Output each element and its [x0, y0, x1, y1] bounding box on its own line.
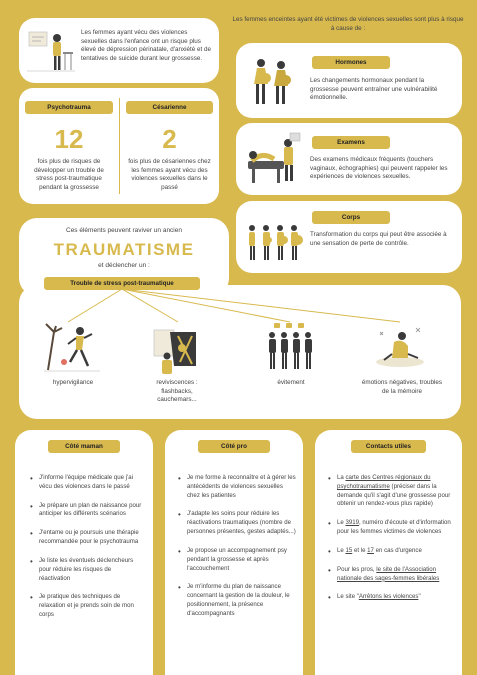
- list-item: • J'entame ou je poursuis une thérapie recommandée pour le psychotrauma: [30, 529, 142, 547]
- contact-item-centres: • La carte des Centres régionaux du psychotraumatisme (préciser dans la demande qu'il s'agit d'une grossesse pour obtenir un rendez-vous plus rapide): [328, 474, 454, 509]
- maman-list: [30, 474, 142, 630]
- contacts-list: [328, 474, 454, 612]
- symptom-reviviscences: reviviscences : flashbacks, cauchemars...: [156, 379, 198, 403]
- 15-link[interactable]: 15: [345, 546, 353, 554]
- contact-item-3919: • Le 3919, numéro d'écoute et d'information pour les femmes victimes de violences: [328, 519, 454, 537]
- stat-number: 12: [54, 124, 84, 154]
- flashback-icon: [152, 326, 202, 376]
- column-title: Côté pro: [198, 440, 270, 453]
- stat-text: fois plus de risques de développer un trouble de stress post-traumatique pendant la grossesse: [34, 158, 104, 191]
- group-icon: [264, 323, 316, 371]
- trauma-line1: Ces éléments peuvent raviver un ancien: [66, 227, 182, 234]
- symptom-emotions: émotions négatives, troubles de la mémoire: [361, 379, 443, 395]
- list-item: • Je me forme à reconnaître et à gérer les antécédents de violences sexuelles chez les patientes: [178, 474, 296, 500]
- cause-text: Les changements hormonaux pendant la grossesse peuvent entraîner une vulnérabilité émotionnelle.: [310, 77, 438, 101]
- centres-link[interactable]: carte des Centres régionaux du psychotraumatisme: [337, 474, 431, 490]
- 17-link[interactable]: 17: [367, 546, 374, 554]
- contact-item-urgence: • Le 15 et le 17 en cas d'urgence: [328, 547, 454, 556]
- arretons-link[interactable]: Arrêtons les violences: [358, 593, 419, 601]
- trauma-line2: et déclencher un :: [98, 262, 150, 269]
- cote-maman-card: [15, 430, 153, 675]
- stat-text: fois plus de césariennes chez les femmes ayant vécu des violences sexuelles dans le passé: [128, 158, 211, 191]
- sages-femmes-link[interactable]: le site de l'Association nationale des sages-femmes libérales: [337, 565, 440, 582]
- column-title: Contacts utiles: [351, 440, 426, 453]
- symptom-evitement: évitement: [277, 379, 305, 386]
- sad-woman-icon: [372, 324, 428, 370]
- list-item: • Je pratique des techniques de relaxation et je prends soin de mon corps: [30, 593, 142, 619]
- 3919-link[interactable]: 3919: [345, 519, 360, 527]
- list-item: • J'adapte les soins pour réduire les réactivations traumatiques (nombre de personnes présentes, gestes adaptés...): [178, 510, 296, 536]
- running-woman-icon: [44, 322, 100, 372]
- intro-text: Les femmes ayant vécu des violences sexuelles dans l'enfance ont un risque plus élevé de dépression périnatale, d'anxiété et de tentatives de suicide durant leur grossesse.: [81, 29, 212, 62]
- stat-label: Césarienne: [126, 101, 213, 114]
- contacts-card: [315, 430, 462, 675]
- list-item: • Je propose un accompagnement psy pendant la grossesse et après l'accouchement: [178, 547, 296, 573]
- cote-pro-card: [165, 430, 303, 675]
- cause-label: Examens: [312, 136, 390, 149]
- column-title: Côté maman: [48, 440, 120, 453]
- pro-list: [178, 474, 296, 629]
- symptom-hypervigilance: hypervigilance: [52, 379, 94, 386]
- contact-item-arretons: • Le site "Arrêtons les violences": [328, 593, 454, 602]
- cause-label: Hormones: [312, 56, 390, 69]
- trauma-title: TRAUMATISME: [53, 240, 195, 259]
- ptsd-pill: Trouble de stress post-traumatique: [44, 277, 200, 290]
- contact-item-sages-femmes: • Pour les pros, le site de l'Association nationale des sages-femmes libérales: [328, 566, 454, 584]
- cause-text: Des examens médicaux fréquents (touchers vaginaux, échographies) qui peuvent rappeler les expériences de violences sexuelles.: [310, 156, 448, 180]
- list-item: • Je liste les éventuels déclencheurs pour réduire les risques de réactivation: [30, 557, 142, 583]
- list-item: • J'informe l'équipe médicale que j'ai vécu des violences dans le passé: [30, 474, 142, 492]
- list-item: • Je prépare un plan de naissance pour anticiper les différents scénarios: [30, 502, 142, 520]
- stat-label: Psychotrauma: [25, 101, 113, 114]
- cause-text: Transformation du corps qui peut être associée à une sensation de perte de contrôle.: [310, 231, 447, 247]
- cause-label: Corps: [312, 211, 390, 224]
- stat-number: 2: [162, 124, 177, 154]
- list-item: • Je m'informe du plan de naissance concernant la gestion de la douleur, le positionnement, la présence d'accompagnants: [178, 583, 296, 618]
- right-intro: Les femmes enceintes ayant été victimes de violences sexuelles sont plus à risque à cause de :: [232, 16, 464, 32]
